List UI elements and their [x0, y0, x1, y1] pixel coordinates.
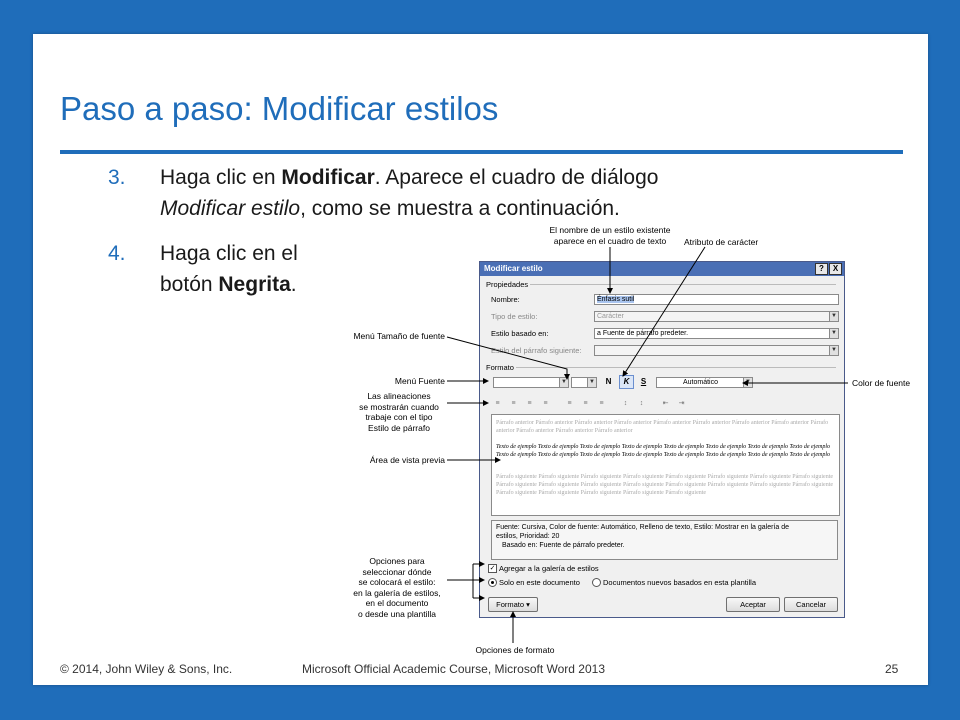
step-4-line1: Haga clic en el — [160, 242, 298, 265]
based-on-select[interactable] — [594, 328, 839, 339]
annotation-font-menu: Menú Fuente — [394, 376, 445, 386]
font-select[interactable] — [493, 377, 569, 388]
next-paragraph-label: Estilo del párrafo siguiente: — [491, 346, 582, 355]
footer-course: Microsoft Official Academic Course, Microsoft Word 2013 — [302, 662, 605, 676]
chevron-down-icon: ▼ — [829, 329, 838, 338]
slide-title: Paso a paso: Modificar estilos — [60, 90, 499, 127]
new-documents-radio[interactable] — [592, 578, 601, 587]
decrease-spacing-icon[interactable]: ↕ — [639, 400, 644, 407]
next-paragraph-select — [594, 345, 839, 356]
step-3-bold: Modificar — [281, 166, 375, 189]
help-button[interactable]: ? — [815, 263, 828, 275]
step-4-number: 4. — [108, 242, 126, 265]
increase-indent-icon[interactable]: ⇥ — [678, 400, 685, 407]
description-line-3: Basado en: Fuente de párrafo predeter. — [502, 542, 625, 549]
single-spacing-icon[interactable]: ≡ — [567, 400, 572, 407]
type-label: Tipo de estilo: — [491, 312, 538, 321]
font-color-value: Automático — [682, 379, 719, 386]
step-3-text-a: Haga clic en — [160, 166, 282, 189]
add-to-gallery-checkbox[interactable]: ✓ — [489, 565, 496, 572]
step-3-italic: Modificar estilo — [160, 197, 301, 220]
step-3 — [108, 162, 888, 226]
alignment-toolbar — [491, 398, 741, 410]
cancel-button[interactable]: Cancelar — [784, 597, 838, 612]
decrease-indent-icon[interactable]: ⇤ — [662, 400, 669, 407]
step-4-line2a: botón — [160, 273, 219, 296]
step-4-line2b: . — [290, 273, 297, 296]
format-button[interactable]: Formato ▾ — [488, 597, 538, 612]
footer-page-number: 25 — [885, 662, 899, 676]
annotation-char-attr: Atributo de carácter — [684, 237, 759, 247]
annotation-preview-area: Área de vista previa — [369, 455, 445, 465]
style-description — [491, 520, 838, 560]
properties-divider — [530, 284, 836, 285]
preview-area — [491, 414, 840, 516]
description-line-1: Fuente: Cursiva, Color de fuente: Automático, Relleno de texto, Estilo: Mostrar en la galería de — [496, 524, 789, 531]
preview-next-paragraph: Párrafo siguiente Párrafo siguiente Párrafo siguiente Párrafo siguiente Párrafo siguiente Párrafo siguiente Párrafo siguiente Párrafo siguiente Párrafo siguiente Párrafo siguiente Párrafo siguiente Párrafo siguiente Párrafo siguiente Párrafo siguiente Párrafo siguiente Párrafo siguiente Párrafo siguiente Párrafo siguiente Párrafo siguiente Párrafo siguiente Párrafo siguiente — [496, 474, 834, 496]
based-on-label: Estilo basado en: — [491, 329, 549, 338]
description-line-2: estilos, Prioridad: 20 — [496, 533, 560, 540]
step-3-number: 3. — [108, 166, 126, 189]
new-documents-label: Documentos nuevos basados en esta plantilla — [603, 578, 757, 587]
style-type-select — [594, 311, 839, 322]
add-to-gallery-label: Agregar a la galería de estilos — [499, 564, 599, 573]
double-spacing-icon[interactable]: ≡ — [599, 400, 604, 407]
name-label: Nombre: — [491, 295, 520, 304]
annotation-style-name: El nombre de un estilo existente aparece en el cuadro de texto — [549, 225, 671, 246]
footer-copyright: © 2014, John Wiley & Sons, Inc. — [60, 662, 233, 676]
bold-button[interactable]: N — [605, 377, 612, 386]
dialog-titlebar — [480, 262, 844, 276]
increase-spacing-icon[interactable]: ↕ — [623, 400, 628, 407]
step-4-bold: Negrita — [218, 273, 291, 296]
name-value: Énfasis sutil — [597, 296, 635, 303]
font-color-select[interactable] — [656, 377, 753, 388]
chevron-down-icon: ▼ — [587, 378, 596, 387]
format-label: Formato — [486, 363, 514, 372]
annotation-alignments: Las alineaciones se mostrarán cuando trabaje con el tipo Estilo de párrafo — [359, 391, 439, 433]
align-center-icon[interactable]: ≡ — [511, 400, 516, 407]
title-rule — [60, 150, 903, 154]
style-type-value: Carácter — [597, 313, 624, 320]
name-input[interactable] — [594, 294, 839, 305]
chevron-down-icon: ▼ — [559, 378, 568, 387]
only-this-document-radio[interactable] — [488, 578, 497, 587]
font-size-select[interactable] — [571, 377, 597, 388]
align-left-icon[interactable]: ≡ — [495, 400, 500, 407]
properties-label: Propiedades — [486, 280, 529, 289]
step-3-text-b: . Aparece el cuadro de diálogo — [374, 166, 659, 189]
only-this-document-label: Solo en este documento — [499, 578, 580, 587]
justify-icon[interactable]: ≡ — [543, 400, 548, 407]
preview-sample-text: Texto de ejemplo Texto de ejemplo Texto de ejemplo Texto de ejemplo Texto de ejemplo Texto de ejemplo Texto de ejemplo Texto de ejemplo Texto de ejemplo Texto de ejemplo Texto de ejemplo Texto de ejemplo Texto de ejemplo Texto de ejemplo Texto de ejemplo Texto de ejemplo — [496, 444, 830, 458]
chevron-down-icon: ▼ — [743, 378, 752, 387]
accept-button[interactable]: Aceptar — [726, 597, 780, 612]
annotation-format-options: Opciones de formato — [475, 645, 555, 655]
italic-button[interactable]: K — [619, 375, 634, 389]
align-right-icon[interactable]: ≡ — [527, 400, 532, 407]
chevron-down-icon: ▼ — [829, 312, 838, 321]
annotation-font-color: Color de fuente — [852, 378, 911, 388]
preview-previous-paragraph: Párrafo anterior Párrafo anterior Párrafo anterior Párrafo anterior Párrafo anterior Párrafo anterior Párrafo anterior Párrafo anterior Párrafo anterior Párrafo anterior Párrafo anterior Párrafo anterior — [496, 420, 829, 434]
dialog-title: Modificar estilo — [484, 264, 543, 273]
one-half-spacing-icon[interactable]: ≡ — [583, 400, 588, 407]
chevron-down-icon: ▼ — [829, 346, 838, 355]
format-divider — [516, 367, 836, 368]
step-4 — [108, 238, 408, 302]
annotation-font-size-menu: Menú Tamaño de fuente — [353, 331, 445, 341]
close-button[interactable]: X — [829, 263, 842, 275]
underline-button[interactable]: S — [640, 377, 647, 386]
modify-style-dialog — [479, 261, 845, 618]
based-on-value: a Fuente de párrafo predeter. — [597, 330, 689, 337]
annotation-options: Opciones para seleccionar dónde se colocará el estilo: en la galería de estilos, en el documento o desde una plantilla — [353, 556, 441, 619]
step-3-text-c: , como se muestra a continuación. — [300, 197, 620, 220]
